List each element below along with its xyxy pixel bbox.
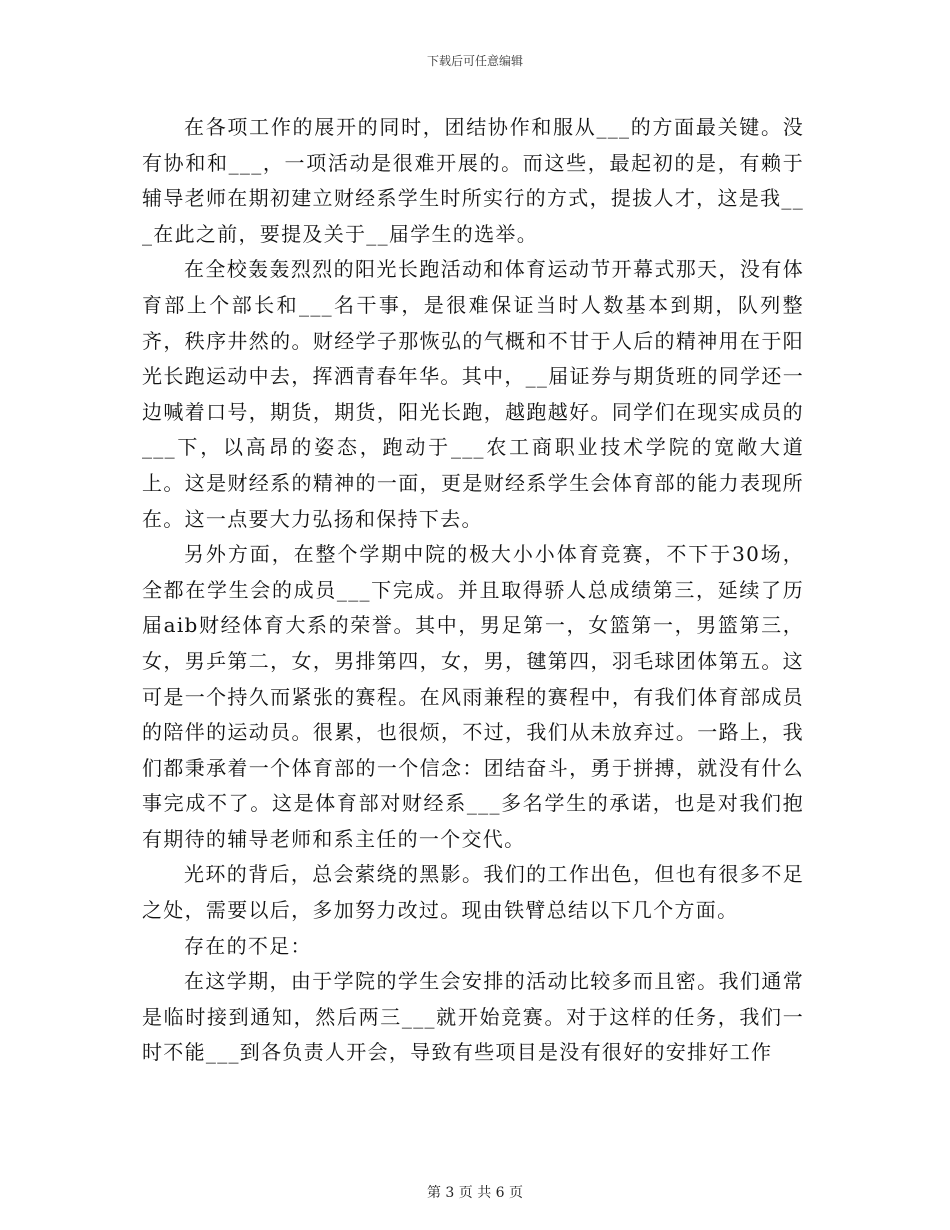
paragraph-shortcomings-heading: 存在的不足： [184,933,312,958]
paragraph-sunshine-run: 在全校轰轰烈烈的阳光长跑活动和体育运动节开幕式那天，没有体育部上个部长和___名干事，是很难保证当时人数基本到期，队列整齐，秩序井然的。财经学子那恢弘的气概和不甘于人后的精神用在于阳光长跑运动中去，挥洒青春年华。其中，__届证券与期货班的同学还一边喊着口号，期货，期货，阳光长跑，越跑越好。同学们在现实成员的___下，以高昂的姿态，跑动于___农工商职业技术学院的宽敞大道上。这是财经系的精神的一面，更是财经系学生会体育部的能力表现所在。这一点要大力弘扬和保持下去。 [142,257,804,531]
document-body [142,110,804,1071]
paragraph-shortcomings-intro: 光环的背后，总会萦绕的黑影。我们的工作出色，但也有很多不足之处，需要以后，多加努力改过。现由铁臂总结以下几个方面。 [142,862,804,923]
paragraph-teamwork: 在各项工作的展开的同时，团结协作和服从___的方面最关键。没有协和和___，一项活动是很难开展的。而这些，最起初的是，有赖于辅导老师在期初建立财经系学生时所实行的方式，提拔人才，这是我___在此之前，要提及关于__届学生的选举。 [142,115,804,246]
paragraph-competitions: 另外方面，在整个学期中院的极大小小体育竞赛，不下于30场，全都在学生会的成员___下完成。并且取得骄人总成绩第三，延续了历届aib财经体育大系的荣誉。其中，男足第一，女篮第一，男篮第三，女，男乒第二，女，男排第四，女，男，毽第四，羽毛球团体第五。这可是一个持久而紧张的赛程。在风雨兼程的赛程中，有我们体育部成员的陪伴的运动员。很累，也很烦，不过，我们从未放弃过。一路上，我们都秉承着一个体育部的一个信念：团结奋斗，勇于拼搏，就没有什么事完成不了。这是体育部对财经系___多名学生的承诺，也是对我们抱有期待的辅导老师和系主任的一个交代。 [142,542,804,851]
page-header: 下载后可任意编辑 [426,54,523,68]
page-number: 第 3 页 共 6 页 [426,1185,524,1201]
paragraph-shortcomings-detail: 在这学期，由于学院的学生会安排的活动比较多而且密。我们通常是临时接到通知，然后两三___就开始竞赛。对于这样的任务，我们一时不能___到各负责人开会，导致有些项目是没有很好的安排好工作 [142,969,804,1065]
